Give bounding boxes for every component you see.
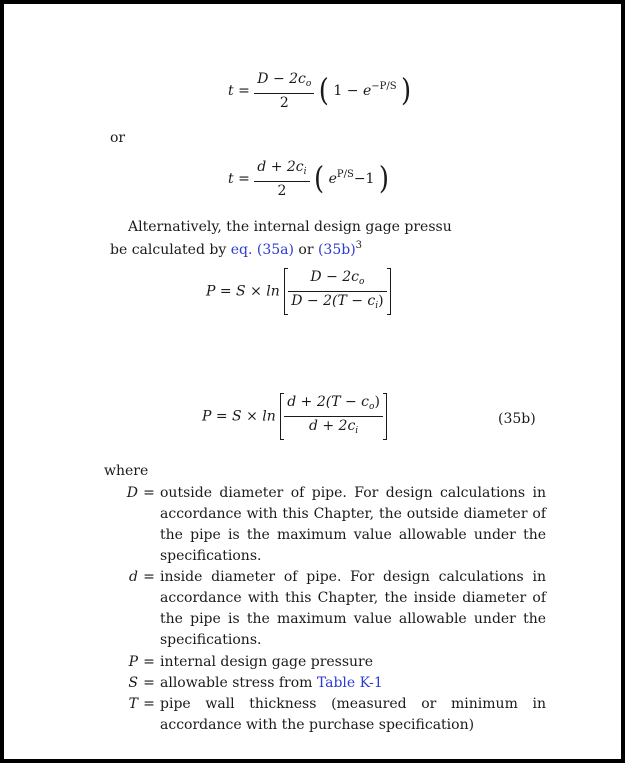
definition-symbol: S xyxy=(128,675,138,691)
eq35a-bracket xyxy=(284,268,390,315)
link-table-k1[interactable]: Table K-1 xyxy=(316,675,383,691)
eq2-paren-close: ) xyxy=(378,161,390,197)
definition-text: inside diameter of pipe. For design calculations in accordance with this Chapter, the inside diameter of the pipe is the maximum value allowable under the specifications. xyxy=(160,569,546,648)
eq1-paren-open: ( xyxy=(318,73,329,109)
eq35a-den-close: ) xyxy=(378,293,384,309)
footnote-marker[interactable]: 3 xyxy=(355,240,363,251)
document-page xyxy=(6,6,617,755)
paragraph-line-2 xyxy=(110,240,362,258)
definition-equals: = xyxy=(143,696,155,712)
definition-text: pipe wall thickness (measured or minimum in accordance with the purchase specification) xyxy=(160,696,546,733)
eq35a-lhs: P = S × ln xyxy=(206,283,280,300)
eq1-fraction xyxy=(254,70,314,112)
eq35a-numerator: D − 2c xyxy=(310,269,360,285)
eq2-denominator: 2 xyxy=(277,183,287,199)
eq35b-bracket xyxy=(280,393,387,440)
equation-35a xyxy=(206,268,391,315)
link-eq-35a[interactable]: eq. (35a) xyxy=(230,242,294,258)
eq2-fraction xyxy=(254,158,309,200)
equation-35b xyxy=(202,393,387,440)
eq1-exponent: −P/S xyxy=(371,81,397,92)
eq35b-fraction xyxy=(284,393,383,440)
eq35b-lhs: P = S × ln xyxy=(202,408,276,425)
eq35b-denominator: d + 2c xyxy=(308,418,356,434)
or-label: or xyxy=(110,130,126,146)
eq1-num-subscript: o xyxy=(305,79,312,89)
definition-symbol: d xyxy=(129,569,138,585)
eq1-e: e xyxy=(362,83,372,99)
where-label: where xyxy=(104,463,149,479)
definition-symbol: T xyxy=(128,696,138,712)
eq2-e: e xyxy=(328,171,337,187)
definition-text xyxy=(160,673,546,694)
definition-S xyxy=(120,673,540,694)
eq35a-fraction xyxy=(288,268,386,315)
eq1-denominator: 2 xyxy=(279,95,289,111)
definition-text: internal design gage pressure xyxy=(160,654,374,670)
equation-t-inside xyxy=(228,158,389,200)
eq2-exponent: P/S xyxy=(336,169,354,180)
eq2-equals: = xyxy=(238,171,250,187)
paragraph-or-word: or xyxy=(293,242,318,258)
definition-equals: = xyxy=(143,654,155,670)
definition-symbol: D xyxy=(126,485,138,501)
eq35a-denominator: D − 2(T − c xyxy=(291,293,376,309)
equation-35b-number: (35b) xyxy=(498,411,536,427)
definition-T xyxy=(120,694,546,736)
eq35a-num-subscript: o xyxy=(359,277,365,287)
eq35a-den-subscript: i xyxy=(375,301,379,311)
definition-D xyxy=(120,483,546,567)
definition-P xyxy=(120,652,540,673)
paragraph-line-2-text: be calculated by xyxy=(110,242,231,258)
eq1-lhs: t xyxy=(228,83,234,99)
eq35b-num-subscript: o xyxy=(369,402,375,412)
eq2-lhs: t xyxy=(228,171,234,187)
eq2-paren-open: ( xyxy=(313,161,325,197)
equation-t-outside xyxy=(228,70,411,112)
link-eq-35b[interactable]: (35b) xyxy=(317,242,356,258)
definition-equals: = xyxy=(143,569,155,585)
eq35b-den-subscript: i xyxy=(355,426,359,436)
eq1-paren-close: ) xyxy=(401,73,412,109)
eq1-minus: − xyxy=(346,83,359,99)
definition-equals: = xyxy=(143,485,155,501)
eq1-numerator: D − 2c xyxy=(257,71,306,87)
eq35b-numerator: d + 2(T − c xyxy=(287,394,370,410)
eq35b-num-close: ) xyxy=(374,394,380,410)
eq1-equals: = xyxy=(238,83,250,99)
eq2-minus-one: −1 xyxy=(353,171,375,187)
definition-d xyxy=(120,567,546,651)
eq2-numerator: d + 2c xyxy=(257,159,304,175)
paragraph-line-1: Alternatively, the internal design gage pressu xyxy=(128,219,452,235)
eq1-one: 1 xyxy=(333,83,343,99)
definition-equals: = xyxy=(143,675,155,691)
definition-symbol: P xyxy=(128,654,138,670)
definition-text-prefix: allowable stress from xyxy=(160,675,317,691)
eq2-num-subscript: i xyxy=(303,167,307,177)
definition-text: outside diameter of pipe. For design calculations in accordance with this Chapter, the outside diameter of the pipe is the maximum value allowable under the specifications. xyxy=(160,485,546,564)
